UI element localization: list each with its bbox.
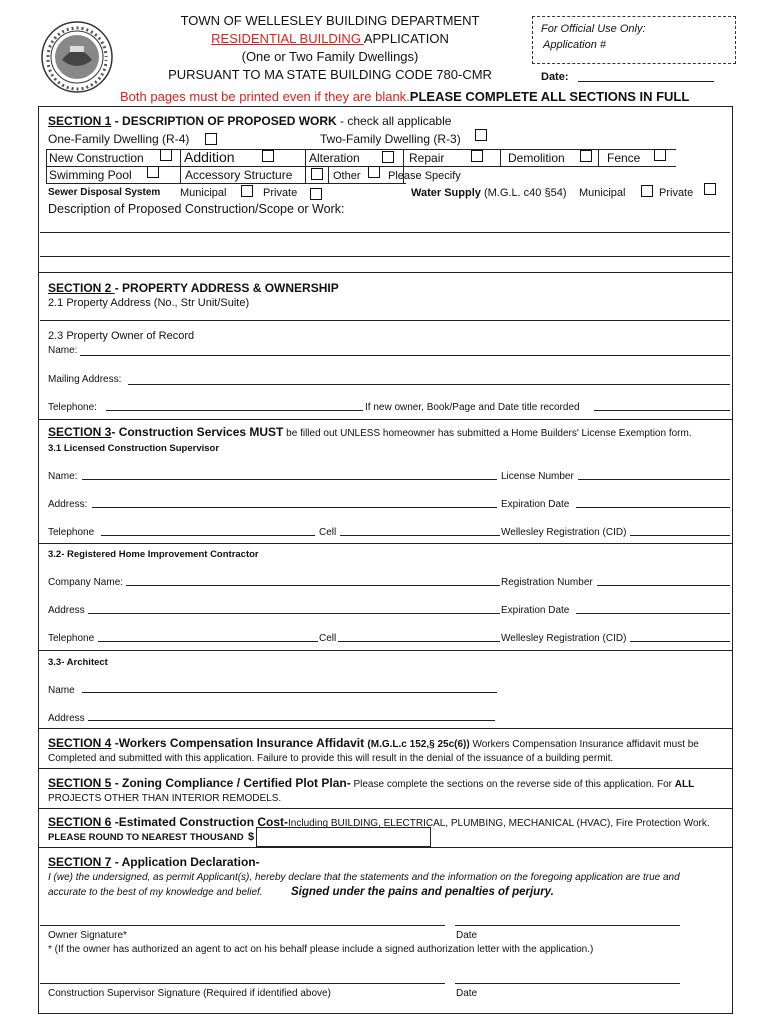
description-line2[interactable] <box>40 256 730 257</box>
section2-num: SECTION 2 <box>48 281 115 295</box>
contractor-telephone-label: Telephone <box>48 633 95 644</box>
section6-num: SECTION 6 <box>48 815 112 829</box>
two-family-checkbox[interactable] <box>475 129 487 141</box>
water-private-checkbox[interactable] <box>704 183 716 195</box>
section2-divider <box>38 419 733 420</box>
accessory-structure-label: Accessory Structure <box>185 168 293 182</box>
contractor-subheading: 3.2- Registered Home Improvement Contractor <box>48 549 259 560</box>
registration-number-line[interactable] <box>597 585 730 586</box>
mailing-address-line[interactable] <box>128 384 730 385</box>
section4-num: SECTION 4 <box>48 736 112 750</box>
header-line3: (One or Two Family Dwellings) <box>241 49 419 64</box>
description-label: Description of Proposed Construction/Scope or Work: <box>48 202 345 216</box>
section5-title <box>48 776 694 790</box>
section1-num: SECTION 1 <box>48 114 112 128</box>
section7-heading: - Application Declaration- <box>111 855 260 869</box>
supervisor-date-label: Date <box>456 988 478 999</box>
section5-all: ALL <box>674 779 695 790</box>
water-supply-title: Water Supply <box>411 187 481 199</box>
architect-subheading: 3.3- Architect <box>48 657 108 668</box>
expiration-date-line[interactable] <box>576 507 730 508</box>
sewer-label: Sewer Disposal System <box>48 187 161 198</box>
owner-signature-label: Owner Signature* <box>48 930 127 941</box>
contractor-wellesley-registration-line[interactable] <box>630 641 730 642</box>
fence-checkbox[interactable] <box>654 149 666 161</box>
registration-number-label: Registration Number <box>501 577 593 588</box>
contractor-address-label: Address <box>48 605 85 616</box>
declaration-line2: accurate to the best of my knowledge and belief. <box>48 887 263 898</box>
new-construction-label: New Construction <box>49 151 144 165</box>
owner-date-label: Date <box>456 930 478 941</box>
owner-signature-line[interactable] <box>40 925 445 926</box>
other-checkbox[interactable] <box>368 166 380 178</box>
company-name-label: Company Name: <box>48 577 124 588</box>
supervisor-signature-line[interactable] <box>40 983 445 984</box>
supervisor-cell-line[interactable] <box>340 535 500 536</box>
license-number-line[interactable] <box>578 479 730 480</box>
section1-divider <box>38 272 733 273</box>
description-line1[interactable] <box>40 232 730 233</box>
section4-divider <box>38 768 733 769</box>
section6-note: Including BUILDING, ELECTRICAL, PLUMBING, MECHANICAL (HVAC), Fire Protection Work. <box>288 818 710 829</box>
supervisor-address-line[interactable] <box>92 507 497 508</box>
authorization-note: * (If the owner has authorized an agent to act on his behalf please include a signed authorization letter with the application.) <box>48 944 594 955</box>
swimming-pool-label: Swimming Pool <box>49 168 132 182</box>
official-use-box <box>532 16 736 64</box>
supervisor-name-line[interactable] <box>82 479 497 480</box>
architect-name-line[interactable] <box>82 692 497 693</box>
addition-label: Addition <box>184 149 235 165</box>
architect-address-line[interactable] <box>88 720 495 721</box>
warning-line <box>120 89 689 104</box>
supervisor-telephone-line[interactable] <box>101 535 315 536</box>
water-municipal-checkbox[interactable] <box>641 185 653 197</box>
demolition-checkbox[interactable] <box>580 150 592 162</box>
addition-checkbox[interactable] <box>262 150 274 162</box>
section3-divider <box>38 728 733 729</box>
perjury-statement: Signed under the pains and penalties of perjury. <box>291 886 554 898</box>
contractor-cell-label: Cell <box>319 633 337 644</box>
one-family-label: One-Family Dwelling (R-4) <box>48 132 190 146</box>
section1-note: - check all applicable <box>336 114 452 128</box>
owner-telephone-line[interactable] <box>106 410 363 411</box>
section3-title <box>48 425 692 439</box>
section1-heading: - DESCRIPTION OF PROPOSED WORK <box>111 114 337 128</box>
section3-num: SECTION 3 <box>48 425 112 439</box>
round-thousand-label: PLEASE ROUND TO NEAREST THOUSAND <box>48 832 244 843</box>
repair-label: Repair <box>409 151 445 165</box>
mailing-address-label: Mailing Address: <box>48 374 122 385</box>
section5-note: Please complete the sections on the reverse side of this application. For <box>350 779 675 790</box>
sewer-private-checkbox[interactable] <box>310 188 322 200</box>
license-number-label: License Number <box>501 471 574 482</box>
header-line4: PURSUANT TO MA STATE BUILDING CODE 780-CMR <box>168 67 492 82</box>
supervisor-cell-label: Cell <box>319 527 337 538</box>
fence-label: Fence <box>607 151 641 165</box>
contractor-cell-line[interactable] <box>338 641 500 642</box>
wellesley-registration-label: Wellesley Registration (CID) <box>501 527 627 538</box>
other-label: Other <box>333 170 361 182</box>
header-application: APPLICATION <box>363 31 449 46</box>
warning-red: Both pages must be printed even if they are blank. <box>120 89 410 104</box>
alteration-checkbox[interactable] <box>382 151 394 163</box>
section5-heading: - Zoning Compliance / Certified Plot Plan- <box>111 776 351 790</box>
supervisor-name-label: Name: <box>48 471 78 482</box>
sewer-municipal-label: Municipal <box>180 187 227 199</box>
contractor-wellesley-registration-label: Wellesley Registration (CID) <box>501 633 627 644</box>
expiration-date-label: Expiration Date <box>501 499 570 510</box>
swimming-pool-checkbox[interactable] <box>147 166 159 178</box>
owner-date-line[interactable] <box>455 925 680 926</box>
property-owner-label: 2.3 Property Owner of Record <box>48 330 195 342</box>
dollar-sign: $ <box>248 831 255 843</box>
contractor-address-line[interactable] <box>88 613 500 614</box>
header-line2 <box>130 30 530 48</box>
demolition-label: Demolition <box>508 151 565 165</box>
please-specify-label: Please Specify <box>388 170 461 182</box>
supervisor-address-label: Address: <box>48 499 88 510</box>
town-seal <box>40 20 114 94</box>
sewer-municipal-checkbox[interactable] <box>241 185 253 197</box>
section6-heading: -Estimated Construction Cost- <box>111 815 289 829</box>
header-line1: TOWN OF WELLESLEY BUILDING DEPARTMENT <box>180 13 480 28</box>
section3-note: be filled out UNLESS homeowner has submitted a Home Builders' License Exemption form. <box>283 428 692 439</box>
section4-title <box>48 736 699 750</box>
contractor-expiration-line[interactable] <box>576 613 730 614</box>
owner-telephone-label: Telephone: <box>48 402 97 413</box>
section2-heading: - PROPERTY ADDRESS & OWNERSHIP <box>114 281 339 295</box>
section4-note: Workers Compensation Insurance affidavit must be <box>469 739 699 750</box>
supervisor-telephone-label: Telephone <box>48 527 95 538</box>
declaration-line1: I (we) the undersigned, as permit Applicant(s), hereby declare that the statements and the information on the foregoing application are true and <box>48 872 680 883</box>
section1-title <box>48 114 451 128</box>
section4-ref: (M.G.L.c 152,§ 25c(6)) <box>367 739 470 750</box>
new-owner-label: If new owner, Book/Page and Date title recorded <box>365 402 580 413</box>
water-municipal-label: Municipal <box>579 187 626 199</box>
architect-name-label: Name <box>48 685 75 696</box>
water-supply-ref: (M.G.L. c40 §54) <box>480 187 567 199</box>
property-address-line[interactable] <box>40 320 730 321</box>
section5-divider <box>38 808 733 809</box>
new-construction-checkbox[interactable] <box>160 149 172 161</box>
seal-icon <box>40 20 114 94</box>
estimated-cost-input[interactable] <box>256 827 431 847</box>
section7-num: SECTION 7 <box>48 855 112 869</box>
supervisor-signature-label: Construction Supervisor Signature (Required if identified above) <box>48 988 331 999</box>
section6-divider <box>38 847 733 848</box>
section3-heading: - Construction Services MUST <box>111 425 284 439</box>
company-name-line[interactable] <box>126 585 500 586</box>
alteration-label: Alteration <box>309 151 360 165</box>
section3-2-divider <box>38 650 733 651</box>
architect-address-label: Address <box>48 713 85 724</box>
water-supply-label <box>411 187 566 199</box>
two-family-label: Two-Family Dwelling (R-3) <box>320 132 461 146</box>
accessory-structure-checkbox[interactable] <box>311 168 323 180</box>
section4-heading: -Workers Compensation Insurance Affidavit <box>111 736 368 750</box>
owner-name-line[interactable] <box>80 355 730 356</box>
official-date-line[interactable] <box>578 81 714 82</box>
section3-1-divider <box>38 543 733 544</box>
official-line1: For Official Use Only: <box>541 23 646 35</box>
contractor-expiration-label: Expiration Date <box>501 605 570 616</box>
water-private-label: Private <box>659 187 694 199</box>
contractor-telephone-line[interactable] <box>98 641 318 642</box>
section5-num: SECTION 5 <box>48 776 112 790</box>
warning-black: PLEASE COMPLETE ALL SECTIONS IN FULL <box>409 89 690 104</box>
header-residential: RESIDENTIAL BUILDING <box>211 31 364 46</box>
repair-checkbox[interactable] <box>471 150 483 162</box>
owner-name-label: Name: <box>48 345 78 356</box>
new-owner-line[interactable] <box>594 410 730 411</box>
wellesley-registration-line[interactable] <box>630 535 730 536</box>
section7-title <box>48 855 260 869</box>
one-family-checkbox[interactable] <box>205 133 217 145</box>
section5-line2: PROJECTS OTHER THAN INTERIOR REMODELS. <box>48 793 282 804</box>
section2-title <box>48 281 339 295</box>
official-date-label: Date: <box>541 71 569 83</box>
official-line2: Application # <box>543 39 606 51</box>
supervisor-date-line[interactable] <box>455 983 680 984</box>
property-address-label: 2.1 Property Address (No., Str Unit/Suite) <box>48 297 250 309</box>
section4-line2: Completed and submitted with this application. Failure to provide this will result in the denial of the issuance of a building permit. <box>48 753 614 764</box>
supervisor-subheading: 3.1 Licensed Construction Supervisor <box>48 443 220 454</box>
sewer-private-label: Private <box>263 187 298 199</box>
